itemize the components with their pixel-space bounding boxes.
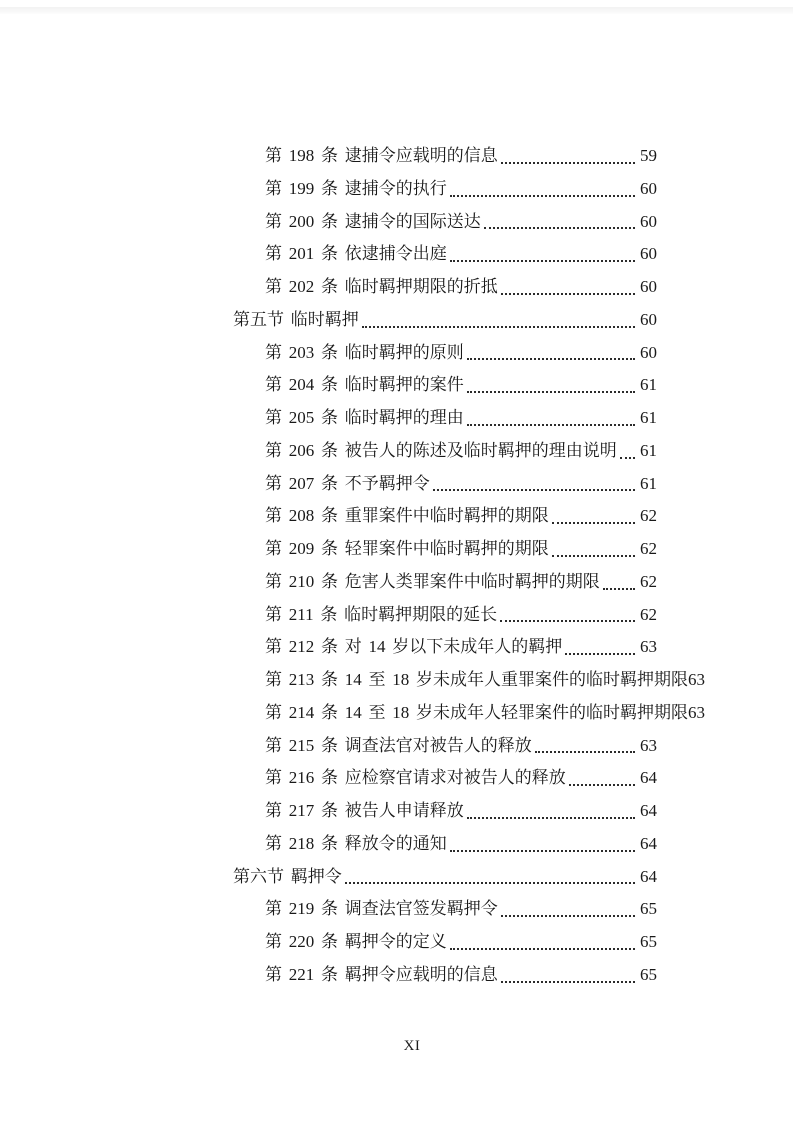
toc-entry-title: 第五节 临时羁押 <box>233 309 359 329</box>
dot-leader-icon <box>498 271 640 304</box>
toc-entry-title: 第 200 条 逮捕令的国际送达 <box>265 211 481 231</box>
toc-entry-article <box>233 828 657 861</box>
dot-leader-icon <box>342 861 640 894</box>
toc-entry-title: 第 201 条 依逮捕令出庭 <box>265 244 447 264</box>
toc-entry-article <box>233 402 657 435</box>
toc-entry-article <box>233 926 657 959</box>
dot-leader-icon <box>562 631 640 664</box>
toc-entry-page-number: 64 <box>640 833 657 853</box>
scan-artifact <box>0 7 793 14</box>
toc-entry-title: 第 202 条 临时羁押期限的折抵 <box>265 277 498 296</box>
toc-entry-title: 第 206 条 被告人的陈述及临时羁押的理由说明 <box>265 440 617 460</box>
toc-entry-page-number: 62 <box>640 571 657 591</box>
toc-entry-title: 第 208 条 重罪案件中临时羁押的期限 <box>265 506 549 526</box>
toc-entry-page-number: 62 <box>640 604 657 624</box>
toc-entry-title: 第 209 条 轻罪案件中临时羁押的期限 <box>265 539 549 558</box>
toc-entry-page-number: 62 <box>640 506 657 526</box>
toc-entry-article <box>233 206 657 239</box>
toc-entry-title: 第 205 条 临时羁押的理由 <box>265 408 464 427</box>
dot-leader-icon <box>498 893 640 926</box>
dot-leader-icon <box>464 402 640 435</box>
toc-entry-article <box>233 631 657 664</box>
dot-leader-icon <box>447 173 640 206</box>
toc-entry-article <box>233 697 705 730</box>
toc-entry-title: 第 203 条 临时羁押的原则 <box>265 342 464 362</box>
toc-entry-page-number: 60 <box>640 342 657 362</box>
toc-entry-section <box>233 861 657 894</box>
toc-entry-article <box>233 762 657 795</box>
toc-entry-article <box>233 795 657 828</box>
dot-leader-icon <box>549 500 640 533</box>
toc-entry-article <box>233 271 657 304</box>
toc-entry-page-number: 65 <box>640 899 657 919</box>
dot-leader-icon <box>549 533 640 566</box>
toc-entry-article <box>233 500 657 533</box>
toc-entry-title: 第 215 条 调查法官对被告人的释放 <box>265 735 532 755</box>
toc-entry-title: 第 199 条 逮捕令的执行 <box>265 178 447 198</box>
toc-entry-page-number: 60 <box>640 309 657 329</box>
toc-entry-page-number: 61 <box>640 473 657 493</box>
toc-entry-article <box>233 566 657 599</box>
toc-entry-article <box>233 238 657 271</box>
toc-entry-article <box>233 369 657 402</box>
dot-leader-icon <box>532 730 640 763</box>
dot-leader-icon <box>430 468 640 501</box>
toc-entry-page-number: 65 <box>640 964 657 984</box>
toc-entry-title: 第 213 条 14 至 18 岁未成年人重罪案件的临时羁押期限 <box>265 670 688 689</box>
toc-entry-page-number: 59 <box>640 146 657 165</box>
toc-entry-page-number: 62 <box>640 539 657 558</box>
dot-leader-icon <box>447 926 640 959</box>
dot-leader-icon <box>498 140 640 173</box>
toc-entry-article <box>233 533 657 566</box>
table-of-contents <box>233 140 705 992</box>
toc-entry-title: 第 207 条 不予羁押令 <box>265 473 430 493</box>
toc-entry-page-number: 63 <box>640 637 657 657</box>
toc-entry-title: 第 210 条 危害人类罪案件中临时羁押的期限 <box>265 571 600 591</box>
dot-leader-icon <box>447 238 640 271</box>
toc-entry-page-number: 60 <box>640 178 657 198</box>
dot-leader-icon <box>464 795 640 828</box>
toc-entry-title: 第六节 羁押令 <box>233 866 342 886</box>
toc-entry-page-number: 60 <box>640 244 657 264</box>
toc-entry-page-number: 63 <box>688 702 705 722</box>
dot-leader-icon <box>481 206 640 239</box>
toc-entry-page-number: 64 <box>640 866 657 886</box>
toc-entry-title: 第 204 条 临时羁押的案件 <box>265 375 464 395</box>
toc-entry-title: 第 220 条 羁押令的定义 <box>265 932 447 951</box>
toc-entry-page-number: 60 <box>640 211 657 231</box>
toc-entry-title: 第 219 条 调查法官签发羁押令 <box>265 899 498 919</box>
toc-entry-page-number: 64 <box>640 801 657 820</box>
toc-entry-title: 第 214 条 14 至 18 岁未成年人轻罪案件的临时羁押期限 <box>265 702 688 722</box>
toc-entry-page-number: 64 <box>640 768 657 788</box>
dot-leader-icon <box>566 762 640 795</box>
toc-entry-article <box>233 599 657 632</box>
toc-entry-title: 第 217 条 被告人申请释放 <box>265 801 464 820</box>
toc-entry-article <box>233 468 657 501</box>
toc-entry-page-number: 63 <box>640 735 657 755</box>
toc-entry-article <box>233 730 657 763</box>
toc-entry-article <box>233 893 657 926</box>
toc-entry-page-number: 60 <box>640 277 657 296</box>
toc-entry-title: 第 221 条 羁押令应载明的信息 <box>265 964 498 984</box>
dot-leader-icon <box>498 959 640 992</box>
toc-entry-article <box>233 140 657 173</box>
dot-leader-icon <box>464 337 640 370</box>
toc-entry-article <box>233 173 657 206</box>
toc-entry-section <box>233 304 657 337</box>
toc-entry-title: 第 212 条 对 14 岁以下未成年人的羁押 <box>265 637 563 657</box>
dot-leader-icon <box>464 369 640 402</box>
dot-leader-icon <box>600 566 640 599</box>
toc-entry-article <box>233 435 657 468</box>
toc-entry-title: 第 216 条 应检察官请求对被告人的释放 <box>265 768 566 788</box>
dot-leader-icon <box>359 304 640 337</box>
toc-entry-page-number: 61 <box>640 375 657 395</box>
toc-entry-page-number: 63 <box>688 670 705 689</box>
toc-entry-article <box>233 664 705 697</box>
toc-entry-title: 第 198 条 逮捕令应载明的信息 <box>265 146 498 165</box>
toc-entry-article <box>233 959 657 992</box>
dot-leader-icon <box>617 435 640 468</box>
folio-page-number: XI <box>403 1038 421 1054</box>
toc-entry-page-number: 61 <box>640 408 657 427</box>
toc-entry-title: 第 218 条 释放令的通知 <box>265 833 447 853</box>
toc-entry-article <box>233 337 657 370</box>
dot-leader-icon <box>497 599 640 632</box>
toc-entry-title: 第 211 条 临时羁押期限的延长 <box>265 604 498 624</box>
toc-entry-page-number: 61 <box>640 440 657 460</box>
dot-leader-icon <box>447 828 640 861</box>
toc-entry-page-number: 65 <box>640 932 657 951</box>
page-footer <box>0 1038 793 1058</box>
